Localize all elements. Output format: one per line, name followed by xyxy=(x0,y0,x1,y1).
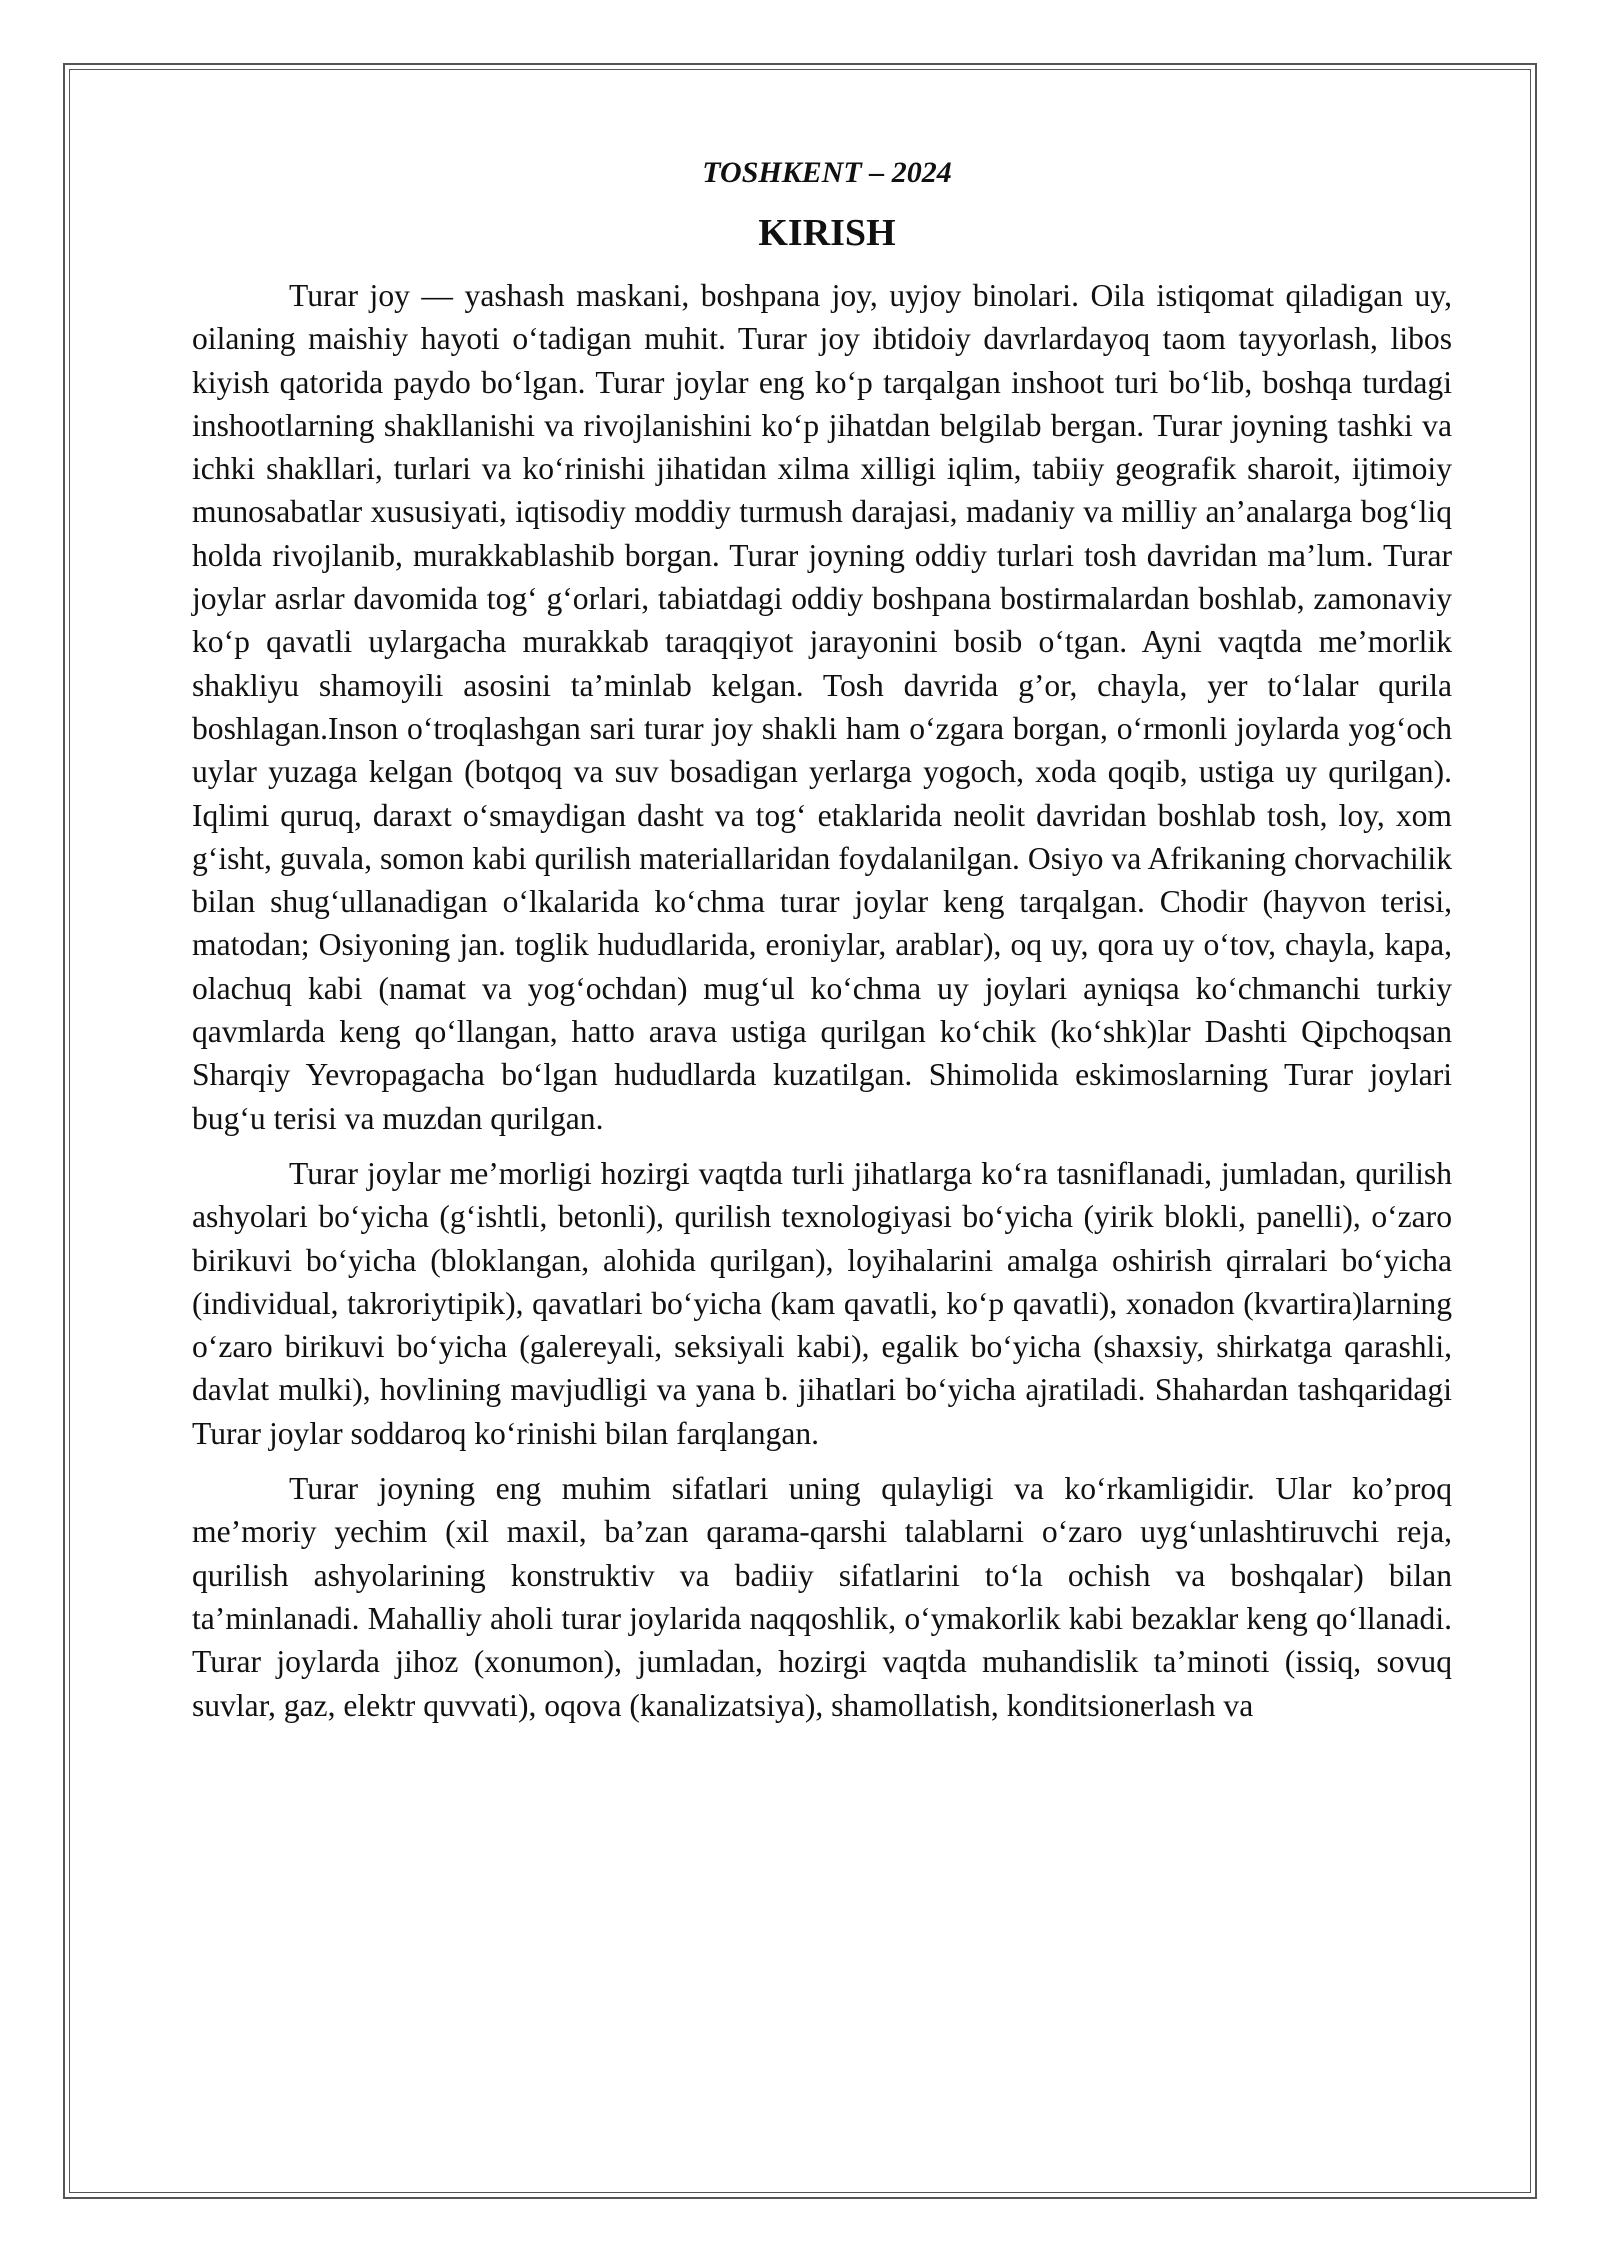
place-year-line: TOSHKENT – 2024 xyxy=(702,156,952,189)
paragraph: Turar joylar me’morligi hozirgi vaqtda turli jihatlarga ko‘ra tasniflanadi, jumladan, qurilish ashyolari bo‘yicha (g‘ishtli, betonli), qurilish texnologiyasi bo‘yicha (yirik blokli, panelli), o‘zaro birikuvi bo‘yicha (bloklangan, alohida qurilgan), loyihalarini amalga oshirish qirralari bo‘yicha (individual, takroriytipik), qavatlari bo‘yicha (kam qavatli, ko‘p qavatli), xonadon (kvartira)larning o‘zaro birikuvi bo‘yicha (galereyali, seksiyali kabi), egalik bo‘yicha (shaxsiy, shirkatga qarashli, davlat mulki), hovlining mavjudligi va yana b. jihatlari bo‘yicha ajratiladi. Shahardan tashqaridagi Turar joylar soddaroq ko‘rinishi bilan farqlangan. xyxy=(192,1155,1452,1451)
section-heading: KIRISH xyxy=(758,212,896,254)
document-body xyxy=(192,150,1452,1739)
paragraph: Turar joyning eng muhim sifatlari uning qulayligi va ko‘rkamligidir. Ular ko’proq me’moriy yechim (xil maxil, ba’zan qarama-qarshi talablarni o‘zaro uyg‘unlashtiruvchi reja, qurilish ashyolarining konstruktiv va badiiy sifatlarini to‘la ochish va boshqalar) bilan ta’minlanadi. Mahalliy aholi turar joylarida naqqoshlik, o‘ymakorlik kabi bezaklar keng qo‘llanadi. Turar joylarda jihoz (xonumon), jumladan, hozirgi vaqtda muhandislik ta’minoti (issiq, sovuq suvlar, gaz, elektr quvvati), oqova (kanalizatsiya), shamollatish, konditsionerlash va xyxy=(192,1471,1452,1723)
paragraph: Turar joy — yashash maskani, boshpana joy, uyjoy binolari. Oila istiqomat qiladigan uy, oilaning maishiy hayoti o‘tadigan muhit. Turar joy ibtidoiy davrlardayoq taom tayyorlash, libos kiyish qatorida paydo bo‘lgan. Turar joylar eng ko‘p tarqalgan inshoot turi bo‘lib, boshqa turdagi inshootlarning shakllanishi va rivojlanishini ko‘p jihatdan belgilab bergan. Turar joyning tashki va ichki shakllari, turlari va ko‘rinishi jihatidan xilma xilligi iqlim, tabiiy geografik sharoit, ijtimoiy munosabatlar xususiyati, iqtisodiy moddiy turmush darajasi, madaniy va milliy an’analarga bog‘liq holda rivojlanib, murakkablashib borgan. Turar joyning oddiy turlari tosh davridan ma’lum. Turar joylar asrlar davomida tog‘ g‘orlari, tabiatdagi oddiy boshpana bostirmalardan boshlab, zamonaviy ko‘p qavatli uylargacha murakkab taraqqiyot jarayonini bosib o‘tgan. Ayni vaqtda me’morlik shakliyu shamoyili asosini ta’minlab kelgan. Tosh davrida g’or, chayla, yer to‘lalar qurila boshlagan.Inson o‘troqlashgan sari turar joy shakli ham o‘zgara borgan, o‘rmonli joylarda yog‘och uylar yuzaga kelgan (botqoq va suv bosadigan yerlarga yogoch, xoda qoqib, ustiga uy qurilgan). Iqlimi quruq, daraxt o‘smaydigan dasht va tog‘ etaklarida neolit davridan boshlab tosh, loy, xom g‘isht, guvala, somon kabi qurilish materiallaridan foydalanilgan. Osiyo va Afrikaning chorvachilik bilan shug‘ullanadigan o‘lkalarida ko‘chma turar joylar keng tarqalgan. Chodir (hayvon terisi, matodan; Osiyoning jan. toglik hududlarida, eroniylar, arablar), oq uy, qora uy o‘tov, chayla, kapa, olachuq kabi (namat va yog‘ochdan) mug‘ul ko‘chma uy joylari ayniqsa ko‘chmanchi turkiy qavmlarda keng qo‘llangan, hatto arava ustiga qurilgan ko‘chik (ko‘shk)lar Dashti Qipchoqsan Sharqiy Yevropagacha bo‘lgan hududlarda kuzatilgan. Shimolida eskimoslarning Turar joylari bug‘u terisi va muzdan qurilgan. xyxy=(192,278,1452,1136)
